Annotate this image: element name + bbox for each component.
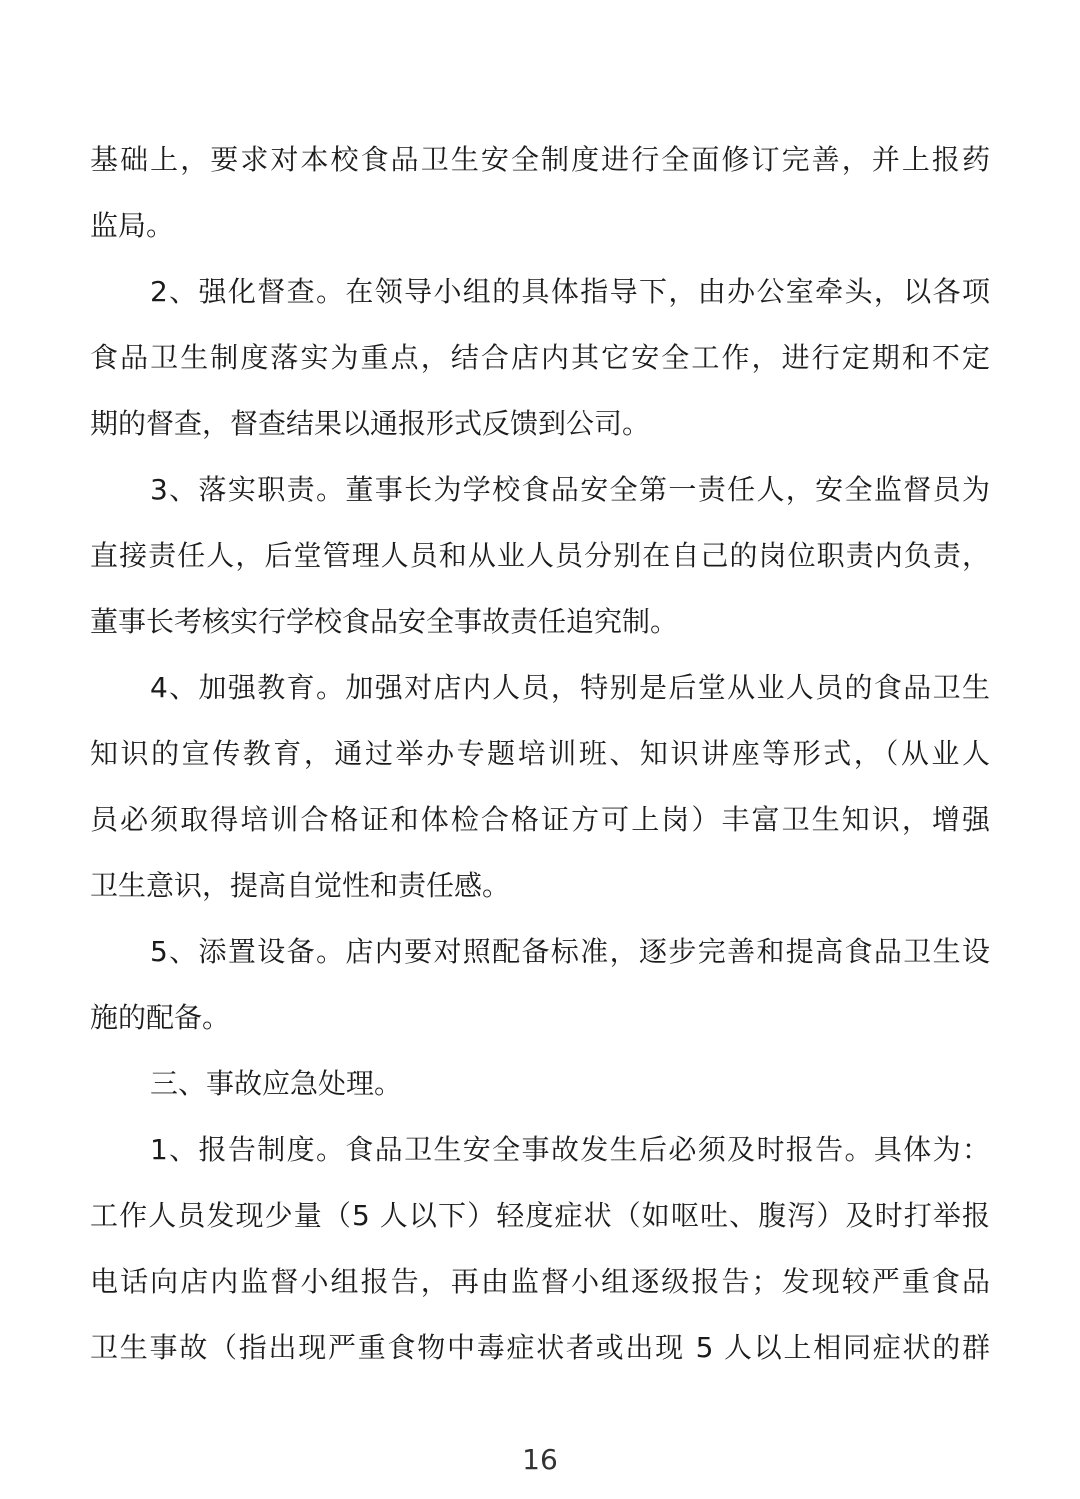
text-line: 施的配备。	[90, 1001, 231, 1034]
text-line: 卫生事故（指出现严重食物中毒症状者或出现 5 人以上相同症状的群	[90, 1331, 990, 1364]
paragraph	[90, 127, 990, 259]
text-line: 卫生意识，提高自觉性和责任感。	[90, 869, 511, 902]
text-line: 知识的宣传教育，通过举办专题培训班、知识讲座等形式，（从业人	[90, 737, 990, 770]
text-line: 工作人员发现少量（5 人以下）轻度症状（如呕吐、腹泻）及时打举报	[90, 1199, 990, 1232]
paragraph	[90, 259, 990, 457]
section-heading	[90, 1051, 990, 1117]
text-line: 食品卫生制度落实为重点，结合店内其它安全工作，进行定期和不定	[90, 341, 990, 374]
text-line: 4、加强教育。加强对店内人员，特别是后堂从业人员的食品卫生	[150, 671, 990, 704]
text-line: 监局。	[90, 209, 175, 242]
text-line: 3、落实职责。董事长为学校食品安全第一责任人，安全监督员为	[150, 473, 990, 506]
text-line: 5、添置设备。店内要对照配备标准，逐步完善和提高食品卫生设	[150, 935, 990, 968]
text-line: 电话向店内监督小组报告，再由监督小组逐级报告；发现较严重食品	[90, 1265, 990, 1298]
paragraph	[90, 655, 990, 919]
text-line: 1、报告制度。食品卫生安全事故发生后必须及时报告。具体为：	[150, 1133, 990, 1166]
paragraph	[90, 919, 990, 1051]
text-line: 2、强化督查。在领导小组的具体指导下，由办公室牵头，以各项	[150, 275, 990, 308]
text-line: 基础上，要求对本校食品卫生安全制度进行全面修订完善，并上报药	[90, 143, 990, 176]
text-line: 直接责任人，后堂管理人员和从业人员分别在自己的岗位职责内负责，	[90, 539, 990, 572]
paragraph	[90, 457, 990, 655]
section-heading-text: 三、事故应急处理。	[150, 1067, 403, 1100]
text-line: 董事长考核实行学校食品安全事故责任追究制。	[90, 605, 679, 638]
paragraph	[90, 1117, 990, 1381]
text-line: 员必须取得培训合格证和体检合格证方可上岗）丰富卫生知识，增强	[90, 803, 990, 836]
text-line: 期的督查，督查结果以通报形式反馈到公司。	[90, 407, 651, 440]
document-body	[90, 127, 990, 1381]
page-number: 16	[522, 1443, 558, 1476]
